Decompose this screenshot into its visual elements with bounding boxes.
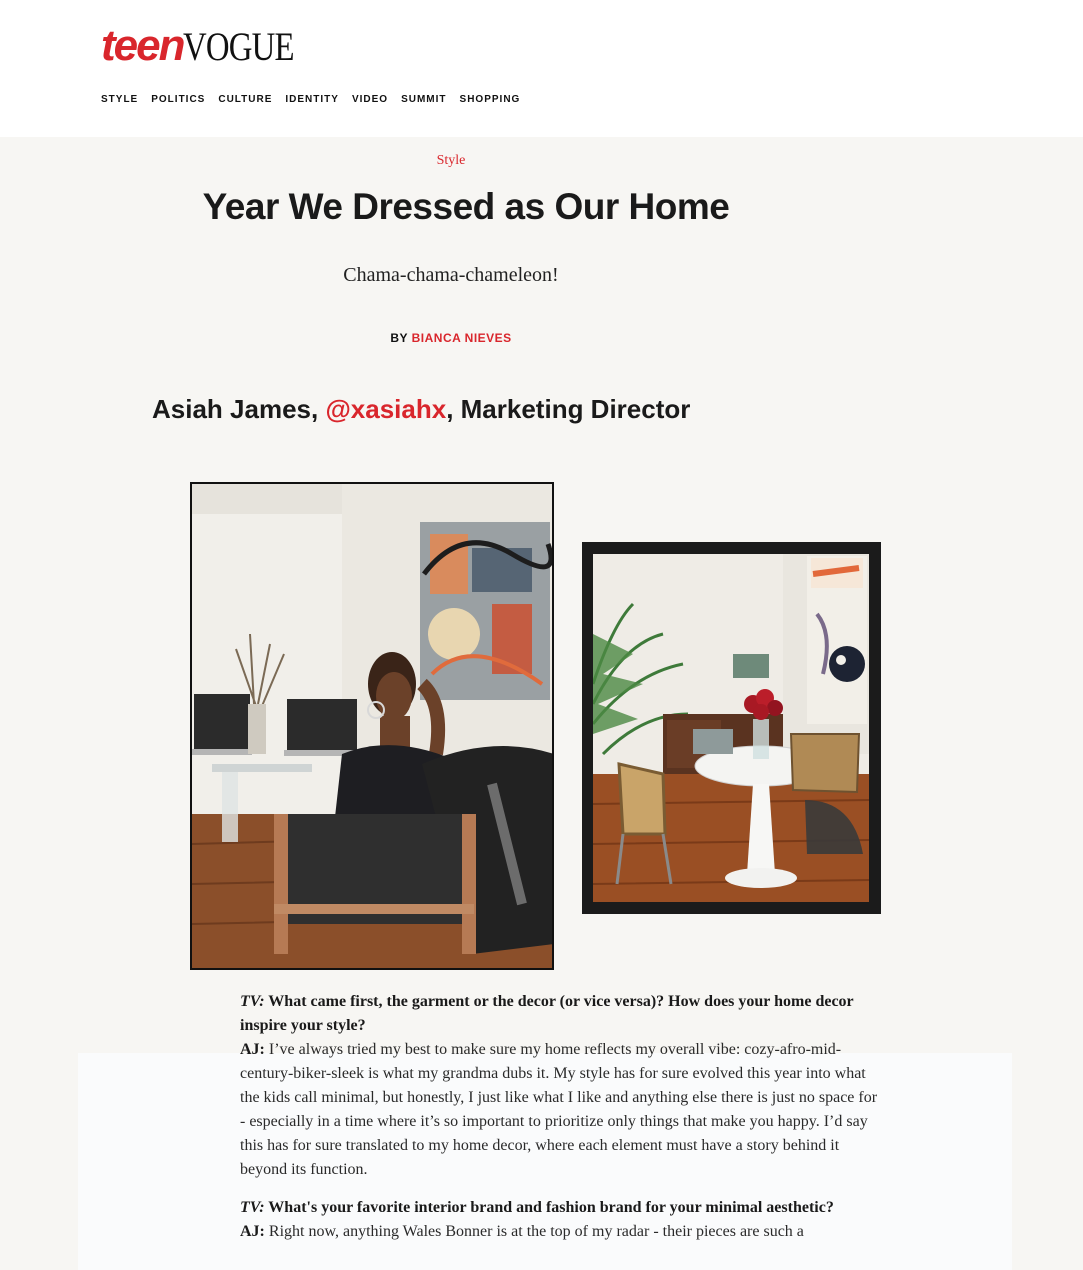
question-2 bbox=[240, 1199, 834, 1216]
teen-vogue-logo[interactable] bbox=[101, 21, 318, 70]
byline bbox=[0, 331, 902, 345]
site-header bbox=[0, 0, 1083, 137]
nav-item-video[interactable]: VIDEO bbox=[351, 94, 389, 105]
dining-room-illustration bbox=[593, 554, 869, 902]
question-2-label: TV: bbox=[240, 1199, 265, 1216]
logo-teen: teen bbox=[101, 21, 184, 70]
nav-item-politics[interactable]: POLITICS bbox=[151, 94, 206, 105]
question-1 bbox=[240, 993, 853, 1034]
logo-vogue: VOGUE bbox=[183, 24, 295, 69]
answer-2-label: AJ: bbox=[240, 1223, 265, 1240]
qa-block-2 bbox=[240, 1196, 885, 1244]
nav-item-identity[interactable]: IDENTITY bbox=[285, 94, 339, 105]
answer-1-text: I’ve always tried my best to make sure my home reflects my overall vibe: cozy-afro-mid-century-biker-sleek is what my grandma dubs it. My style has for sure evolved this year into what the kids call minimal, but honestly, I just like what I like and anything else there is just no space for - especially in a time where it’s so important to prioritize only things that make you happy. I’d say this has for sure translated to my home decor, where each element must have a story behind it beyond its function. bbox=[240, 1041, 878, 1178]
section-subhead bbox=[152, 394, 690, 425]
nav-item-summit[interactable]: SUMMIT bbox=[401, 94, 447, 105]
instagram-handle-link[interactable]: @xasiahx bbox=[325, 394, 447, 424]
article-kicker[interactable]: Style bbox=[436, 153, 466, 168]
author-link[interactable]: BIANCA NIEVES bbox=[411, 331, 512, 345]
answer-2-text: Right now, anything Wales Bonner is at the top of my radar - their pieces are such a bbox=[264, 1223, 804, 1240]
question-1-text: What came first, the garment or the decor (or vice versa)? How does your home decor inspire your style? bbox=[240, 993, 854, 1034]
main-nav bbox=[101, 94, 520, 105]
dining-room-photo-inner bbox=[593, 554, 869, 902]
nav-item-culture[interactable]: CULTURE bbox=[218, 94, 273, 105]
question-2-text: What's your favorite interior brand and fashion brand for your minimal aesthetic? bbox=[264, 1199, 834, 1216]
qa-block-1 bbox=[240, 990, 885, 1182]
question-1-label: TV: bbox=[240, 993, 265, 1010]
nav-item-style[interactable]: STYLE bbox=[101, 94, 139, 105]
byline-prefix: BY bbox=[390, 331, 408, 345]
article-dek: Chama-chama-chameleon! bbox=[343, 264, 559, 286]
article-headline: Year We Dressed as Our Home bbox=[202, 186, 730, 227]
answer-1-label: AJ: bbox=[240, 1041, 265, 1058]
subhead-role: , Marketing Director bbox=[446, 394, 691, 424]
dining-room-photo bbox=[582, 542, 881, 914]
article-body bbox=[240, 990, 885, 1258]
portrait-photo-illustration bbox=[192, 484, 552, 968]
portrait-photo bbox=[190, 482, 554, 970]
subhead-name: Asiah James, bbox=[152, 394, 326, 424]
nav-item-shopping[interactable]: SHOPPING bbox=[459, 94, 521, 105]
